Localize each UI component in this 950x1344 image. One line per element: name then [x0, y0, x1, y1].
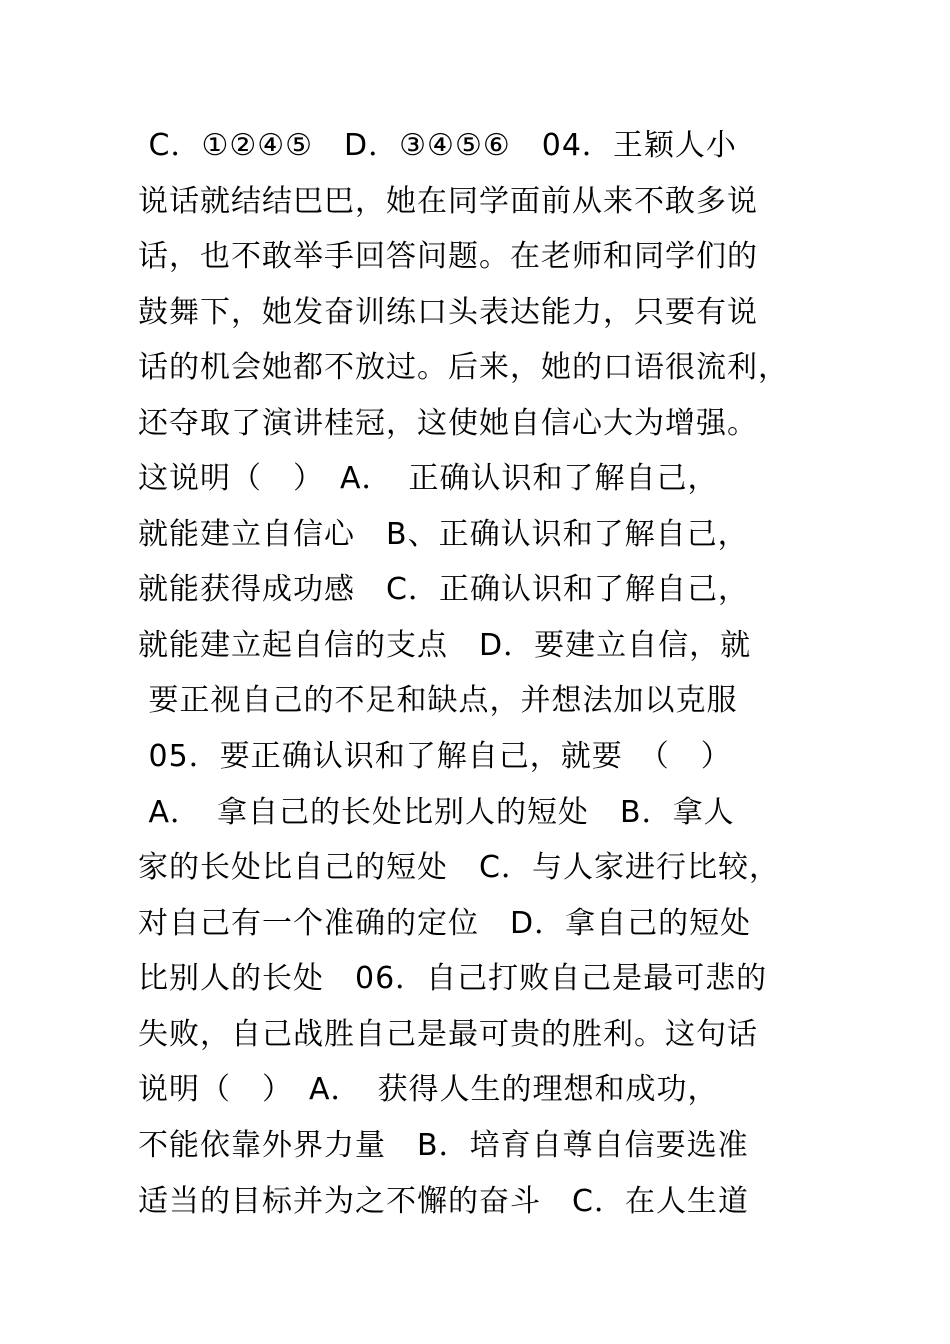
- text-line: 就能获得成功感 C．正确认识和了解自己，: [138, 572, 749, 607]
- text-line: 鼓舞下，她发奋训练口头表达能力，只要有说: [138, 295, 758, 330]
- text-line: 适当的目标并为之不懈的奋斗 C．在人生道: [138, 1184, 749, 1219]
- text-line: 比别人的长处 06．自己打败自己是最可悲的: [138, 961, 768, 996]
- text-line: 就能建立起自信的支点 D．要建立自信，就: [138, 628, 752, 663]
- text-line: 这说明（ ） A． 正确认识和了解自己，: [138, 461, 719, 496]
- text-line: 05．要正确认识和了解自己，就要 （ ）: [138, 739, 732, 774]
- text-line: 还夺取了演讲桂冠，这使她自信心大为增强。: [138, 406, 758, 441]
- text-line: 说话就结结巴巴，她在同学面前从来不敢多说: [138, 184, 758, 219]
- text-line: A． 拿自己的长处比别人的短处 B．拿人: [138, 795, 735, 830]
- text-line: 不能依靠外界力量 B．培育自尊自信要选准: [138, 1128, 749, 1163]
- text-line: C．①②④⑤ D．③④⑤⑥ 04．王颖人小: [138, 128, 737, 163]
- text-line: 家的长处比自己的短处 C．与人家进行比较，: [138, 850, 780, 885]
- text-line: 失败，自己战胜自己是最可贵的胜利。这句话: [138, 1017, 758, 1052]
- text-line: 对自己有一个准确的定位 D．拿自己的短处: [138, 906, 752, 941]
- text-line: 要正视自己的不足和缺点，并想法加以克服: [138, 683, 738, 718]
- text-line: 说明（ ） A． 获得人生的理想和成功，: [138, 1072, 719, 1107]
- text-line: 话的机会她都不放过。后来，她的口语很流利，: [138, 350, 789, 385]
- text-line: 话，也不敢举手回答问题。在老师和同学们的: [138, 239, 758, 274]
- text-line: 就能建立自信心 B、正确认识和了解自己，: [138, 517, 749, 552]
